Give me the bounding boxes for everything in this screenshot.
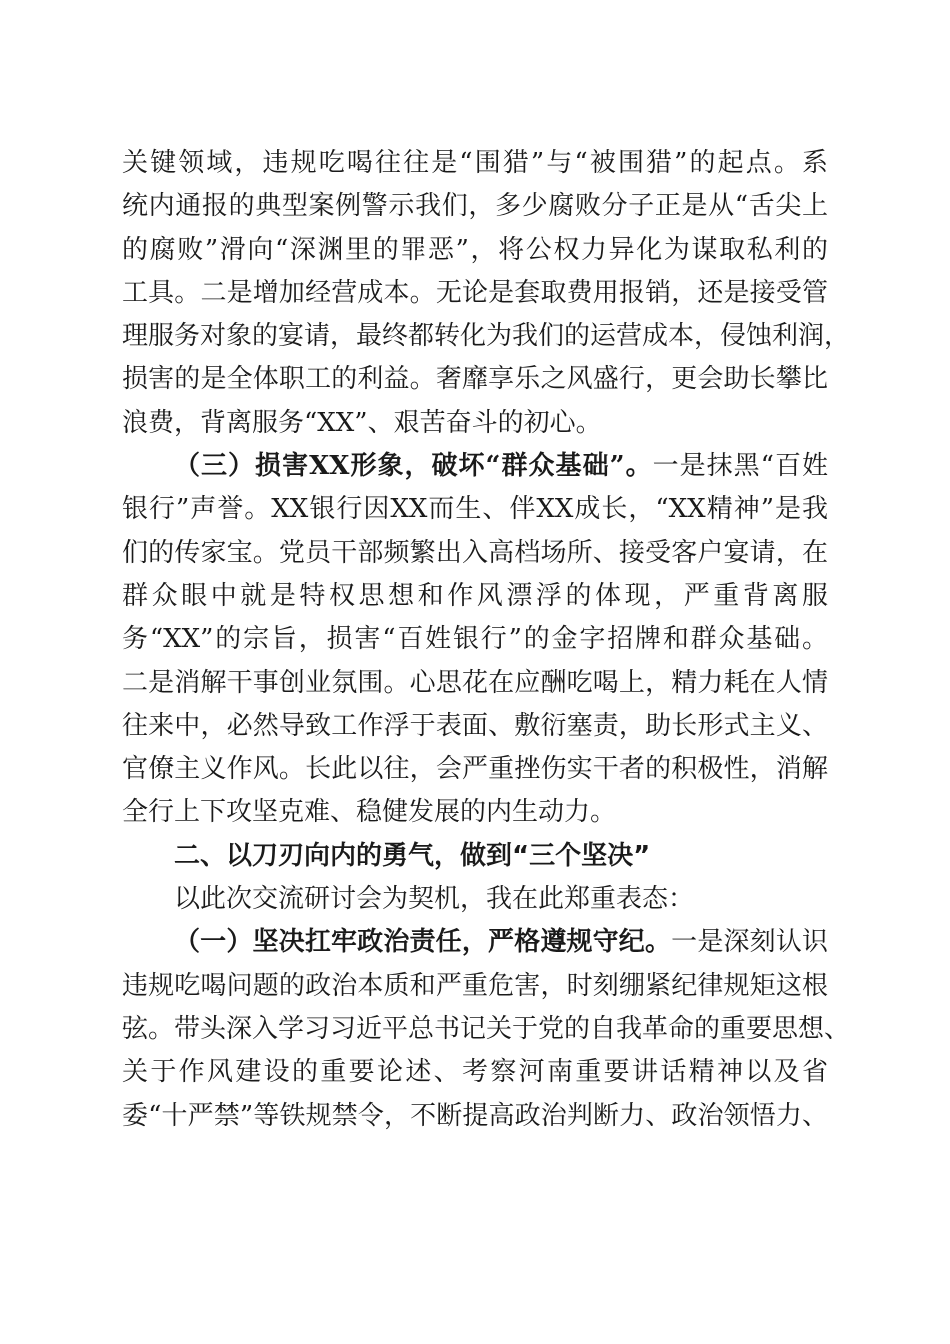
section-heading: 二、以刀刃向内的勇气，做到“三个坚决” — [174, 840, 651, 871]
text-line: 关键领域，违规吃喝往往是“围猎”与“被围猎”的起点。系 — [122, 148, 828, 178]
text-line: 损害的是全体职工的利益。奢靡享乐之风盛行，更会助长攀比 — [122, 364, 828, 395]
text-line: 统内通报的典型案例警示我们，多少腐败分子正是从“舌尖上 — [122, 191, 828, 222]
text-line: 们的传家宝。党员干部频繁出入高档场所、接受客户宴请，在 — [122, 537, 828, 568]
subsection-heading-3: （三）损害XX形象，破坏“群众基础”。 — [174, 451, 653, 482]
text-line: 银行”声誉。XX银行因XX而生、伴XX成长，“XX精神”是我 — [122, 494, 828, 525]
text-line — [122, 921, 828, 964]
subsection-heading-1: （一）坚决扛牢政治责任，严格遵规守纪。 — [174, 927, 672, 958]
text-line — [122, 445, 828, 488]
text-line: 弦。带头深入学习习近平总书记关于党的自我革命的重要思想、 — [122, 1013, 851, 1044]
text-line: 全行上下攻坚克难、稳健发展的内生动力。 — [122, 797, 617, 828]
text-line: 往来中，必然导致工作浮于表面、敷衍塞责，助长形式主义、 — [122, 710, 828, 741]
text-line: 委“十严禁”等铁规禁令，不断提高政治判断力、政治领悟力、 — [122, 1100, 828, 1131]
document-body — [122, 142, 851, 1138]
text-line: 理服务对象的宴请，最终都转化为我们的运营成本，侵蚀利润， — [122, 321, 851, 352]
text-line: 二是消解干事创业氛围。心思花在应酬吃喝上，精力耗在人情 — [122, 667, 828, 698]
paragraph-3: 以此次交流研讨会为契机，我在此郑重表态： — [174, 884, 695, 915]
text-line: 关于作风建设的重要论述、考察河南重要讲话精神以及省 — [122, 1057, 828, 1088]
text-line: 工具。二是增加经营成本。无论是套取费用报销，还是接受管 — [122, 277, 828, 308]
text-span: 一是抹黑“百姓 — [652, 451, 828, 482]
text-line: 违规吃喝问题的政治本质和严重危害，时刻绷紧纪律规矩这根 — [122, 970, 828, 1001]
text-line: 务“XX”的宗旨，损害“百姓银行”的金字招牌和群众基础。 — [122, 624, 828, 655]
paragraph-4 — [122, 921, 851, 1137]
paragraph-2 — [122, 445, 828, 835]
text-line: 官僚主义作风。长此以往，会严重挫伤实干者的积极性，消解 — [122, 754, 828, 785]
text-span: 一是深刻认识 — [671, 927, 828, 958]
text-line: 群众眼中就是特权思想和作风漂浮的体现，严重背离服 — [122, 580, 828, 611]
text-line: 的腐败”滑向“深渊里的罪恶”，将公权力异化为谋取私利的 — [122, 234, 828, 265]
text-line: 浪费，背离服务“XX”、艰苦奋斗的初心。 — [122, 407, 602, 438]
paragraph-1 — [122, 142, 851, 445]
